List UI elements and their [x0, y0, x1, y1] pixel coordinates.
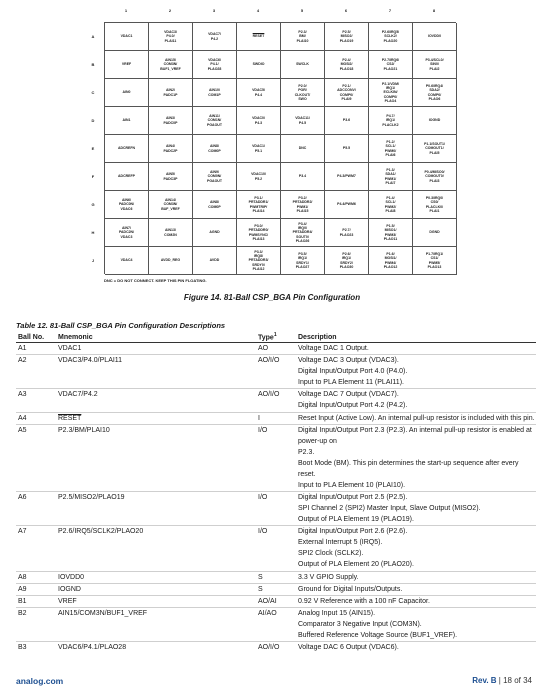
- cell-empty: [56, 619, 256, 630]
- cell-empty: [56, 447, 256, 458]
- table-row: [16, 503, 536, 514]
- cell-mnemonic: P2.3/BM/PLAI10: [56, 424, 256, 447]
- row-letter: D: [91, 118, 95, 123]
- pin-cell: P0.6/IRQ4/ SDA2/ COMP0/ PLAO6: [413, 79, 457, 107]
- cell-empty: [56, 630, 256, 642]
- row-letter: F: [91, 174, 95, 179]
- column-number: 4: [256, 8, 260, 13]
- header-type-label: Type: [258, 334, 274, 342]
- cell-empty: [56, 400, 256, 412]
- cell-empty: [256, 630, 296, 642]
- pin-cell: VDAC0/ P4.3: [237, 107, 281, 135]
- pin-cell: P0.3/IRQ0/ CS0/ PLACLK0/ PLAI1: [413, 191, 457, 219]
- cell-empty: [16, 400, 56, 412]
- header-type: [256, 332, 296, 343]
- pin-cell: P2.0/ POR/ CLKOUT/ SWO: [281, 79, 325, 107]
- pin-cell: AIN1: [105, 107, 149, 135]
- cell-description: Boot Mode (BM). This pin determines the start-up sequence after every reset.: [298, 459, 519, 478]
- cell-mnemonic: IOGND: [56, 583, 256, 595]
- pin-cell: P2.4/ MOSI2/ PLAO18: [325, 51, 369, 79]
- column-number: 5: [300, 8, 304, 13]
- cell-empty: [16, 480, 56, 492]
- pin-cell: P1.1/SOUT1/ COMOUT1/ PLAI5: [413, 135, 457, 163]
- cell-empty: [16, 548, 56, 559]
- pin-cell: P3.0/ PRTADDR0/ PWMSYNC/ PLAI13: [237, 219, 281, 247]
- cell-description: Voltage DAC 3 Output (VDAC3).: [296, 355, 536, 367]
- cell-description: Analog Input 15 (AIN15).: [296, 607, 536, 619]
- table-row: [16, 491, 536, 503]
- cell-empty: [256, 619, 296, 630]
- pin-cell: VDAC1/ P5.1: [237, 135, 281, 163]
- cell-mnemonic: RESET: [56, 412, 256, 424]
- cell-type: I: [256, 412, 296, 424]
- cell-description: Voltage DAC 6 Output (VDAC6).: [296, 642, 536, 654]
- table-row: [16, 583, 536, 595]
- pin-cell: P2.6/IRQ5/ SCLK2/ PLAO20: [369, 23, 413, 51]
- pin-cell: AIN8/ COM0P: [193, 135, 237, 163]
- pin-cell: AIN10/ COM1P: [193, 79, 237, 107]
- cell-description: Voltage DAC 7 Output (VDAC7).: [296, 389, 536, 401]
- cell-empty: [256, 548, 296, 559]
- pin-cell: VDAC6/ P4.1/ PLAO28: [193, 51, 237, 79]
- cell-mnemonic: AIN15/COM3N/BUF1_VREF: [56, 607, 256, 619]
- pin-cell: AIN13/ COM2N: [149, 219, 193, 247]
- dnc-note: DNC = DO NOT CONNECT. KEEP THIS PIN FLOATING.: [104, 278, 207, 283]
- table-row: [16, 424, 536, 447]
- pin-cell: P3.4: [281, 163, 325, 191]
- cell-type: AO/I/O: [256, 642, 296, 654]
- cell-type: AO: [256, 343, 296, 355]
- pin-cell: P2.1/VDM/ IRQ1/ ECLKIN/ COMP0/ PLAO4: [369, 79, 413, 107]
- pin-cell: AIN4/ PADC2P: [149, 135, 193, 163]
- pin-cell: P3.6: [325, 107, 369, 135]
- footer-page-info: [472, 676, 532, 685]
- cell-ball: A8: [16, 571, 56, 583]
- pin-cell: SWDIO: [237, 51, 281, 79]
- pin-cell: RESET: [237, 23, 281, 51]
- table-body: [16, 343, 536, 654]
- table-row: [16, 630, 536, 642]
- cell-mnemonic: VDAC7/P4.2: [56, 389, 256, 401]
- pin-cell: VDAC11/ P4.5: [281, 107, 325, 135]
- column-number: 7: [388, 8, 392, 13]
- pin-cell: P2.7/ PLAO23: [325, 219, 369, 247]
- cell-description: Buffered Reference Voltage Source (BUF1_VREF).: [298, 631, 458, 639]
- cell-type: S: [256, 571, 296, 583]
- cell-ball: A9: [16, 583, 56, 595]
- cell-empty: [256, 537, 296, 548]
- cell-empty: [16, 377, 56, 389]
- table-row: [16, 607, 536, 619]
- pin-cell: P3.4/SCL0/ SIN0/ PLAI2: [413, 51, 457, 79]
- pin-cell: ADCREFN: [105, 135, 149, 163]
- cell-description: Output of PLA Element 19 (PLAO19).: [298, 516, 414, 524]
- pin-cell: IOGND: [413, 107, 457, 135]
- pin-cell: P1.3/ SDA1/ PWM1/ PLAI7: [369, 163, 413, 191]
- pin-cell: AIN15/ COM3N/ BUF1_VREF: [149, 51, 193, 79]
- cell-mnemonic: IOVDD0: [56, 571, 256, 583]
- cell-type: AO/I/O: [256, 389, 296, 401]
- cell-ball: B3: [16, 642, 56, 654]
- pin-cell: P4.3/PWM7: [325, 163, 369, 191]
- pin-cell: P3.4/ IRQ0/ PRTADDR4/ SOUT0/ PLAO26: [281, 219, 325, 247]
- row-letter: J: [91, 258, 95, 263]
- pin-cell: AIN8/ COM0P: [193, 191, 237, 219]
- cell-description: 3.3 V GPIO Supply.: [296, 571, 536, 583]
- pin-cell: AGND: [193, 219, 237, 247]
- row-letters: [82, 22, 102, 274]
- pin-cell: AIN2/ PADC1P: [149, 79, 193, 107]
- pin-cell: VDAC7/ P4.2: [193, 23, 237, 51]
- pin-cell: AIN11/ COM1N/ PGAOUT: [193, 107, 237, 135]
- table-row: [16, 642, 536, 654]
- cell-description: SPI Channel 2 (SPI2) Master Input, Slave Output (MISO2).: [298, 504, 481, 512]
- row-letter: E: [91, 146, 95, 151]
- cell-empty: [256, 559, 296, 571]
- cell-empty: [256, 447, 296, 458]
- pin-cell: VDAC1: [105, 23, 149, 51]
- cell-empty: [56, 458, 256, 480]
- cell-mnemonic: VDAC6/P4.1/PLAO28: [56, 642, 256, 654]
- cell-description: External Interrupt 5 (IRQ5).: [298, 539, 383, 547]
- pin-cell: P0.4/MISO0/ COMOUT0/ PLAI3: [413, 163, 457, 191]
- cell-description: Digital Input/Output Port 4.2 (P4.2).: [298, 402, 408, 410]
- pin-cell: AVDD: [193, 247, 237, 275]
- pin-cell: AIN0: [105, 79, 149, 107]
- header-ball: Ball No.: [16, 332, 56, 343]
- cell-empty: [56, 537, 256, 548]
- pin-cell: P2.7/IRQ6/ CS2/ PLAO21: [369, 51, 413, 79]
- cell-type: AO/I/O: [256, 355, 296, 367]
- pin-cell: VDAC10/ P5.2: [237, 163, 281, 191]
- cell-ball: B2: [16, 607, 56, 619]
- cell-type: I/O: [256, 491, 296, 503]
- cell-description: Digital Input/Output Port 2.6 (P2.6).: [296, 526, 536, 538]
- footer-brand[interactable]: analog.com: [16, 676, 64, 686]
- pin-cell: P2.3/ BM/ PLAI10: [281, 23, 325, 51]
- cell-empty: [56, 514, 256, 526]
- cell-description: Ground for Digital Inputs/Outputs.: [296, 583, 536, 595]
- header-type-footnote: 1: [273, 332, 277, 339]
- pin-cell: AIN14/ COM3N/ BUF_VREF: [149, 191, 193, 219]
- cell-description: Digital Input/Output Port 2.3 (P2.3). An internal pull-up resistor is enabled at power-up on: [296, 424, 536, 447]
- pin-cell: AIN3/ PADC0P: [149, 107, 193, 135]
- cell-mnemonic: VREF: [56, 595, 256, 607]
- cell-description: Input to PLA Element 10 (PLAI10).: [298, 481, 406, 489]
- cell-description: 0.92 V Reference with a 100 nF Capacitor.: [296, 595, 536, 607]
- pin-cell: P1.6/ MOSI1/ PWM4/ PLAO12: [369, 247, 413, 275]
- table-row: [16, 619, 536, 630]
- pin-cell: VREF: [105, 51, 149, 79]
- column-number: 3: [212, 8, 216, 13]
- table-row: [16, 537, 536, 548]
- cell-ball: A4: [16, 412, 56, 424]
- pin-cell: AIN6/ PADC0N/ VDAC6: [105, 191, 149, 219]
- cell-ball: A1: [16, 343, 56, 355]
- cell-empty: [56, 377, 256, 389]
- table-row: [16, 480, 536, 492]
- cell-empty: [16, 619, 56, 630]
- cell-mnemonic: VDAC3/P4.0/PLAI11: [56, 355, 256, 367]
- cell-ball: B1: [16, 595, 56, 607]
- table-row: [16, 400, 536, 412]
- pin-cell: AIN5/ PADC3P: [149, 163, 193, 191]
- cell-empty: [56, 559, 256, 571]
- cell-empty: [16, 503, 56, 514]
- pin-cell: VDAC3/ P4.0/ PLAI11: [149, 23, 193, 51]
- table-row: [16, 595, 536, 607]
- row-letter: C: [91, 90, 95, 95]
- cell-description: P2.3.: [298, 448, 315, 456]
- cell-description: Comparator 3 Negative Input (COM3N).: [298, 620, 422, 628]
- column-numbers: [104, 8, 456, 20]
- pin-cell: DGND: [413, 219, 457, 247]
- column-number: 2: [168, 8, 172, 13]
- table-row: [16, 526, 536, 538]
- cell-empty: [56, 480, 256, 492]
- column-number: 1: [124, 8, 128, 13]
- cell-ball: A7: [16, 526, 56, 538]
- cell-mnemonic: VDAC1: [56, 343, 256, 355]
- cell-empty: [16, 559, 56, 571]
- table-caption: Table 12. 81-Ball CSP_BGA Pin Configuration Descriptions: [16, 321, 226, 330]
- pin-cell: P4.4/PWM6: [325, 191, 369, 219]
- row-letter: A: [91, 34, 95, 39]
- pin-cell: P4.7/ IRQ1/ PLACLK2: [369, 107, 413, 135]
- cell-empty: [256, 400, 296, 412]
- cell-empty: [256, 377, 296, 389]
- pin-cell: AVDD_REG: [149, 247, 193, 275]
- table-row: [16, 412, 536, 424]
- cell-ball: A3: [16, 389, 56, 401]
- cell-description: Input to PLA Element 11 (PLAI11).: [298, 379, 404, 387]
- cell-empty: [16, 366, 56, 377]
- table-row: [16, 514, 536, 526]
- pin-cell: IOVDD0: [413, 23, 457, 51]
- cell-type: AO/AI: [256, 595, 296, 607]
- pin-cell: P1.7/IRQ1/ CS1/ PWM5/ PLAO13: [413, 247, 457, 275]
- pin-cell: SWCLK: [281, 51, 325, 79]
- cell-empty: [16, 514, 56, 526]
- cell-type: S: [256, 583, 296, 595]
- table-row: [16, 366, 536, 377]
- cell-description: Output of PLA Element 20 (PLAO20).: [298, 561, 414, 569]
- pin-cell: VDAC5/ P4.4: [237, 79, 281, 107]
- pin-cell: P1.2/ SCL1/ PWM0/ PLAI6: [369, 135, 413, 163]
- table-row: [16, 389, 536, 401]
- table-row: [16, 571, 536, 583]
- pin-description-table: [16, 332, 536, 653]
- cell-ball: A5: [16, 424, 56, 447]
- pin-cell: P2.6/ IRQ1/ SRDY2/ PLAO30: [325, 247, 369, 275]
- column-number: 8: [432, 8, 436, 13]
- pin-cell: AIN7/ PADC2N/ VDAC3: [105, 219, 149, 247]
- cell-empty: [56, 366, 256, 377]
- row-letter: H: [91, 230, 95, 235]
- cell-description: Voltage DAC 1 Output.: [296, 343, 536, 355]
- header-mnemonic: Mnemonic: [56, 332, 256, 343]
- cell-description: Reset Input (Active Low). An internal pull-up resistor is included with this pin.: [296, 412, 536, 424]
- cell-empty: [56, 503, 256, 514]
- column-number: 6: [344, 8, 348, 13]
- pin-cell: P3.3/ IRQ8/ PRTADDR3/ SRDY0/ PLAI12: [237, 247, 281, 275]
- pin-cell: P1.5/ MISO1/ PWM3/ PLAO11: [369, 219, 413, 247]
- pin-cell: P2.5/ MISO2/ PLAO19: [325, 23, 369, 51]
- cell-empty: [16, 447, 56, 458]
- cell-empty: [56, 548, 256, 559]
- cell-empty: [16, 458, 56, 480]
- cell-type: I/O: [256, 424, 296, 447]
- cell-empty: [256, 514, 296, 526]
- table-row: [16, 343, 536, 355]
- table-row: [16, 355, 536, 367]
- pin-cell: DNC: [281, 135, 325, 163]
- pin-cell: P1.4/ SCL1/ PWM2/ PLAI8: [369, 191, 413, 219]
- pin-cell: AIN9/ COM0N/ PGAOUT: [193, 163, 237, 191]
- header-description: Description: [296, 332, 536, 343]
- table-row: [16, 559, 536, 571]
- pin-cell: P5.5: [325, 135, 369, 163]
- cell-empty: [16, 537, 56, 548]
- pin-grid: [104, 22, 456, 274]
- table-row: [16, 458, 536, 480]
- cell-ball: A6: [16, 491, 56, 503]
- cell-ball: A2: [16, 355, 56, 367]
- footer-revision: Rev. B: [472, 676, 497, 685]
- table-row: [16, 447, 536, 458]
- pin-cell: P3.5/ IRQ1/ SRDY1/ PLAO27: [281, 247, 325, 275]
- cell-type: I/O: [256, 526, 296, 538]
- cell-empty: [16, 630, 56, 642]
- row-letter: G: [91, 202, 95, 207]
- cell-mnemonic: P2.6/IRQ5/SCLK2/PLAO20: [56, 526, 256, 538]
- table-row: [16, 548, 536, 559]
- cell-description: Digital Input/Output Port 2.5 (P2.5).: [296, 491, 536, 503]
- cell-type: AI/AO: [256, 607, 296, 619]
- cell-empty: [256, 503, 296, 514]
- cell-empty: [256, 366, 296, 377]
- figure-caption: Figure 14. 81-Ball CSP_BGA Pin Configuration: [183, 293, 361, 302]
- pin-cell: P2.1/ ADCCONV/ COMP0/ PLAI9: [325, 79, 369, 107]
- row-letter: B: [91, 62, 95, 67]
- cell-empty: [256, 458, 296, 480]
- cell-description: Digital Input/Output Port 4.0 (P4.0).: [298, 368, 408, 376]
- pin-cell: P3.2/ PRTADDR2/ PWM1/ PLAI15: [281, 191, 325, 219]
- cell-empty: [256, 480, 296, 492]
- footer-page-number: | 18 of 34: [498, 676, 532, 685]
- cell-mnemonic: P2.5/MISO2/PLAO19: [56, 491, 256, 503]
- pin-cell: P3.1/ PRTADDR1/ PWMTRIP/ PLAI14: [237, 191, 281, 219]
- pin-cell: VDAC4: [105, 247, 149, 275]
- table-header-row: [16, 332, 536, 343]
- pin-cell: ADCREFP: [105, 163, 149, 191]
- cell-description: SPI2 Clock (SCLK2).: [298, 550, 364, 558]
- table-row: [16, 377, 536, 389]
